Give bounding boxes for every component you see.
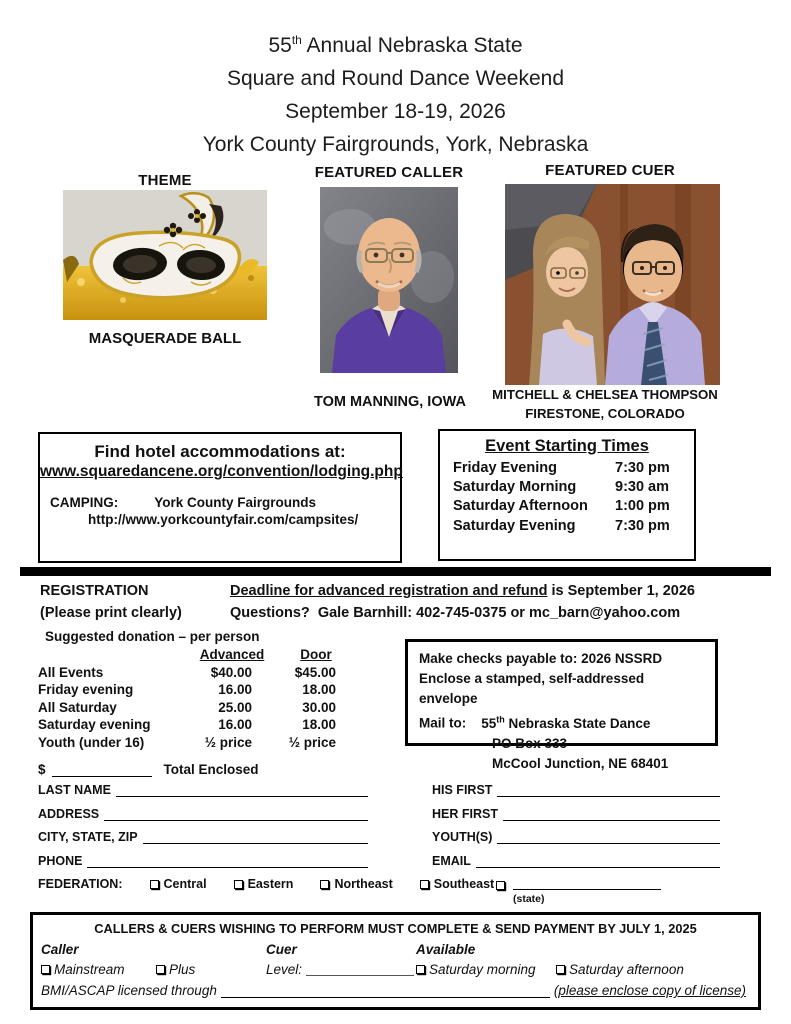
registration-label: REGISTRATION — [40, 583, 149, 599]
performers-box — [30, 912, 761, 1010]
event-times-title: Event Starting Times — [485, 437, 649, 455]
last-name-blank[interactable] — [116, 784, 368, 797]
cuer-caption-location: FIRESTONE, COLORADO — [525, 405, 685, 421]
title-line-4: York County Fairgrounds, York, Nebraska — [202, 133, 589, 156]
donation-row-label: Friday evening — [38, 682, 134, 698]
theme-caption: MASQUERADE BALL — [88, 330, 242, 347]
tom-manning-portrait-photo — [320, 187, 458, 373]
title-line-3: September 18-19, 2026 — [285, 100, 506, 123]
last-name-row — [38, 783, 368, 797]
state-checkbox[interactable] — [496, 881, 505, 890]
event-times-box — [438, 429, 696, 561]
state-caption: (state) — [513, 893, 545, 905]
event-time: 9:30 am — [615, 479, 670, 496]
donation-row-label: All Events — [38, 664, 104, 680]
mainstream-checkbox[interactable] — [41, 965, 50, 974]
donation-door-price: ½ price — [288, 734, 336, 750]
donation-title: Suggested donation – per person — [45, 629, 260, 644]
federation-option-northeast[interactable]: Northeast — [320, 877, 392, 891]
donation-row-label: Saturday evening — [38, 717, 151, 733]
event-time-row — [453, 517, 694, 536]
plus-checkbox[interactable] — [156, 965, 165, 974]
saturday-afternoon-checkbox[interactable] — [556, 965, 565, 974]
donation-advanced-price: 25.00 — [218, 699, 252, 715]
event-label: Saturday Afternoon — [453, 498, 588, 515]
total-enclosed-label: Total Enclosed — [163, 762, 259, 777]
registration-heading — [40, 581, 182, 624]
license-copy-note: (please enclose copy of license) — [553, 983, 746, 998]
state-blank[interactable] — [513, 878, 661, 890]
email-blank[interactable] — [476, 855, 720, 868]
federation-option-southeast[interactable]: Southeast — [420, 877, 494, 891]
donation-door-price: 18.00 — [302, 682, 336, 698]
youths-row — [432, 830, 720, 844]
title-line-1: 55th Annual Nebraska State — [268, 33, 523, 57]
masquerade-mask-photo — [63, 190, 267, 320]
mitchell-chelsea-thompson-photo — [505, 184, 720, 385]
theme-heading: THEME — [138, 172, 192, 189]
lodging-url: www.squaredancene.org/convention/lodging.php — [40, 463, 403, 480]
her-first-row — [432, 807, 720, 821]
cuer-level-field: Level: — [266, 962, 414, 977]
email-row — [432, 854, 720, 868]
donation-advanced-price: ½ price — [204, 734, 252, 750]
his-first-blank[interactable] — [497, 784, 720, 797]
caller-column-heading: Caller — [41, 942, 79, 957]
federation-row — [38, 877, 494, 891]
donation-row-label: Youth (under 16) — [38, 734, 145, 750]
event-time: 7:30 pm — [615, 460, 670, 476]
phone-label: PHONE — [38, 854, 83, 868]
total-enclosed-blank[interactable] — [52, 763, 152, 777]
event-label: Friday Evening — [453, 460, 557, 476]
federation-label: FEDERATION: — [38, 877, 123, 891]
total-enclosed-row — [38, 762, 259, 777]
address-label: ADDRESS — [38, 807, 100, 821]
donation-table — [38, 646, 358, 752]
hotel-box-title: Find hotel accommodations at: — [94, 442, 346, 461]
dollar-sign: $ — [38, 762, 46, 777]
address-blank[interactable] — [104, 808, 368, 821]
event-time-row — [453, 478, 694, 497]
saturday-morning-option[interactable]: Saturday morning — [416, 962, 536, 977]
deadline-line: Deadline for advanced registration and refund is September 1, 2026 — [230, 583, 695, 599]
bmi-license-blank[interactable] — [221, 985, 550, 998]
donation-door-price: $45.00 — [294, 664, 336, 680]
section-divider — [20, 567, 771, 576]
donation-door-price: 30.00 — [302, 699, 336, 715]
campsites-url: http://www.yorkcountyfair.com/campsites/ — [88, 512, 359, 527]
event-label: Saturday Morning — [453, 479, 577, 496]
central-checkbox[interactable] — [150, 880, 159, 889]
hotel-info-box — [38, 432, 402, 563]
youths-label: YOUTH(S) — [432, 830, 493, 844]
bmi-ascap-row — [41, 983, 746, 998]
email-label: EMAIL — [432, 854, 471, 868]
southeast-checkbox[interactable] — [420, 880, 429, 889]
caller-caption: TOM MANNING, IOWA — [314, 394, 466, 410]
cuer-column-heading: Cuer — [266, 942, 297, 957]
cuer-caption-names: MITCHELL & CHELSEA THOMPSON — [492, 387, 718, 402]
questions-line: Questions? Gale Barnhill: 402-745-0375 or mc_barn@yahoo.com — [230, 604, 681, 621]
his-first-row — [432, 783, 720, 797]
phone-blank[interactable] — [87, 855, 368, 868]
print-clearly-note: (Please print clearly) — [40, 604, 182, 621]
mail-address-line: PO Box 333 — [492, 735, 568, 751]
checks-payable-line: Make checks payable to: 2026 NSSRD — [419, 651, 663, 666]
mail-to-line: Mail to: 55th Nebraska State Dance — [419, 714, 651, 731]
camping-location: York County Fairgrounds — [154, 495, 317, 510]
cuer-level-blank[interactable] — [306, 964, 414, 976]
column-header-door: Door — [300, 647, 332, 662]
federation-option-central[interactable]: Central — [150, 877, 207, 891]
registration-info — [230, 581, 695, 624]
northeast-checkbox[interactable] — [320, 880, 329, 889]
event-title — [0, 24, 791, 161]
last-name-label: LAST NAME — [38, 783, 111, 797]
checks-payable-box — [405, 639, 718, 771]
bmi-label: BMI/ASCAP licensed through — [41, 983, 217, 998]
event-time-row — [453, 497, 694, 516]
event-time: 1:00 pm — [615, 498, 670, 515]
his-first-label: HIS FIRST — [432, 783, 493, 797]
youths-blank[interactable] — [497, 831, 720, 844]
saturday-morning-checkbox[interactable] — [416, 965, 425, 974]
featured-cuer-heading: FEATURED CUER — [545, 162, 675, 179]
donation-door-price: 18.00 — [302, 717, 336, 733]
federation-option-eastern[interactable]: Eastern — [234, 877, 294, 891]
plus-option[interactable]: Plus — [156, 962, 195, 977]
donation-row-label: All Saturday — [38, 699, 117, 715]
address-row — [38, 807, 368, 821]
title-line-2: Square and Round Dance Weekend — [226, 67, 564, 90]
her-first-label: HER FIRST — [432, 807, 498, 821]
cuer-caption — [490, 386, 720, 423]
city-state-zip-row — [38, 830, 368, 844]
event-label: Saturday Evening — [453, 517, 576, 534]
donation-advanced-price: 16.00 — [218, 682, 252, 698]
event-time: 7:30 pm — [615, 517, 670, 534]
state-field — [496, 877, 666, 905]
mainstream-option[interactable]: Mainstream — [41, 962, 125, 977]
mail-city-line: McCool Junction, NE 68401 — [492, 755, 669, 771]
city-state-zip-label: CITY, STATE, ZIP — [38, 830, 138, 844]
camping-label: CAMPING: — [50, 495, 119, 510]
available-column-heading: Available — [416, 942, 476, 957]
her-first-blank[interactable] — [503, 808, 720, 821]
envelope-line: Enclose a stamped, self-addressed envelope — [419, 671, 645, 706]
city-state-zip-blank[interactable] — [143, 831, 368, 844]
eastern-checkbox[interactable] — [234, 880, 243, 889]
featured-caller-heading: FEATURED CALLER — [314, 164, 464, 181]
saturday-afternoon-option[interactable]: Saturday afternoon — [556, 962, 684, 977]
donation-advanced-price: 16.00 — [218, 717, 252, 733]
event-time-row — [453, 459, 694, 478]
performers-box-title: CALLERS & CUERS WISHING TO PERFORM MUST COMPLETE & SEND PAYMENT BY JULY 1, 2025 — [94, 921, 697, 936]
column-header-advanced: Advanced — [199, 647, 265, 662]
donation-advanced-price: $40.00 — [210, 664, 252, 680]
phone-row — [38, 854, 368, 868]
